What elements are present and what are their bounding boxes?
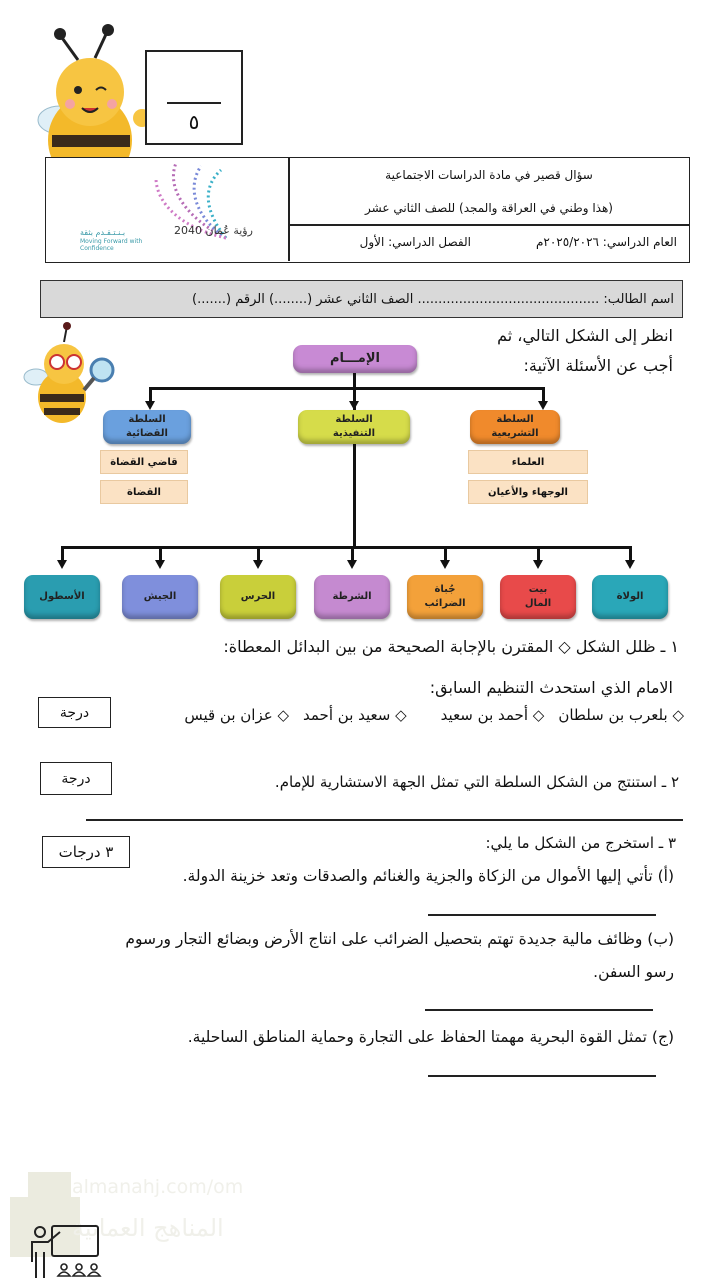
q1-grade-box: درجة [38, 697, 111, 728]
executive-unit: الولاة [592, 575, 668, 619]
arrow-down-icon [155, 560, 165, 569]
school-term: الفصل الدراسي: الأول [359, 235, 471, 249]
q1-options [184, 706, 684, 724]
intro-line-1: انظر إلى الشكل التالي، ثم [497, 326, 673, 345]
judicial-member: قاضي القضاة [100, 450, 188, 474]
q1-prompt: الامام الذي استحدث التنظيم السابق: [429, 678, 673, 697]
logo-tagline-ar: بـنـتـقـدم بثقة [80, 228, 126, 237]
arrow-down-icon [349, 401, 359, 410]
arrow-down-icon [347, 560, 357, 569]
branch-executive: السلطة التنفيذية [298, 410, 410, 444]
arrow-down-icon [533, 560, 543, 569]
q3-part-a: (أ) تأتي إليها الأموال من الزكاة والجزية والغنائم والصدقات وتعد خزينة الدولة. [182, 867, 674, 885]
org-root-imam: الإمـــام [293, 345, 417, 373]
executive-unit: الشرطة [314, 575, 390, 619]
diamond-radio-icon[interactable]: ◇ [672, 706, 684, 724]
q3a-answer-line[interactable] [428, 914, 656, 916]
header-table [45, 157, 690, 263]
connector-line [61, 546, 632, 549]
school-year: العام الدراسي: ٢٠٢٥/٢٠٢٦م [535, 235, 677, 249]
executive-unit: الأسطول [24, 575, 100, 619]
diamond-radio-icon[interactable]: ◇ [277, 706, 290, 724]
logo-area [46, 158, 288, 261]
diamond-radio-icon[interactable]: ◇ [532, 706, 545, 724]
q3b-answer-line[interactable] [425, 1009, 653, 1011]
logo-text: رؤية عُمان 2040 [174, 224, 253, 237]
q3-text: ٣ ـ استخرج من الشكل ما يلي: [485, 834, 676, 852]
divider [289, 224, 689, 226]
branch-judicial: السلطة القضائية [103, 410, 191, 444]
q3-part-b-line1: (ب) وظائف مالية جديدة تهتم بتحصيل الضرائب على انتاج الأرض وبضائع التجار ورسوم [125, 930, 674, 948]
q2-text: ٢ ـ استنتج من الشكل السلطة التي تمثل الجهة الاستشارية للإمام. [274, 773, 679, 791]
arrow-down-icon [625, 560, 635, 569]
header-title-1: سؤال قصير في مادة الدراسات الاجتماعية [385, 168, 593, 182]
watermark [10, 1172, 250, 1277]
q1-instruction: ١ ـ ظلل الشكل ◇ المقترن بالإجابة الصحيحة من بين البدائل المعطاة: [223, 637, 679, 656]
header-title-2: (هذا وطني في العراقة والمجد) للصف الثاني عشر [365, 201, 613, 215]
student-info-text: اسم الطالب: ............................................ الصف الثاني عشر (........) الرقم (.......) [192, 291, 674, 307]
branch-legislative: السلطة التشريعية [470, 410, 560, 444]
q2-answer-line[interactable] [86, 819, 683, 821]
q3-part-c: (ج) تمثل القوة البحرية مهمتا الحفاظ على التجارة وحماية المناطق الساحلية. [187, 1028, 674, 1046]
student-info-bar[interactable] [40, 280, 683, 318]
judicial-member: القضاة [100, 480, 188, 504]
q3c-answer-line[interactable] [428, 1075, 656, 1077]
arrow-down-icon [538, 401, 548, 410]
legislative-member: الوجهاء والأعيان [468, 480, 588, 504]
arrow-down-icon [253, 560, 263, 569]
logo-tagline-en: Moving Forward with Confidence [80, 238, 143, 253]
arrow-down-icon [440, 560, 450, 569]
watermark-name: المناهج العمانية [72, 1214, 224, 1242]
option-2[interactable]: ◇ أحمد بن سعيد [440, 706, 545, 724]
q3-part-b-line2: رسو السفن. [593, 963, 674, 981]
option-4[interactable]: ◇ عزان بن قيس [184, 706, 290, 724]
teacher-icon [24, 1222, 104, 1280]
arrow-down-icon [57, 560, 67, 569]
bee-magnifier-icon [22, 322, 117, 427]
executive-unit: الحرس [220, 575, 296, 619]
watermark-url: almanahj.com/om [72, 1176, 244, 1198]
executive-unit: جُباة الضرائب [407, 575, 483, 619]
executive-unit: بيت المال [500, 575, 576, 619]
connector-line [353, 444, 356, 549]
intro-line-2: أجب عن الأسئلة الآتية: [523, 356, 673, 375]
option-1[interactable]: ◇ بلعرب بن سلطان [558, 706, 684, 724]
q3-grade-box: ٣ درجات [42, 836, 130, 868]
score-box [145, 50, 243, 145]
diamond-radio-icon[interactable]: ◇ [395, 706, 407, 724]
arrow-down-icon [145, 401, 155, 410]
score-max: ٥ [188, 110, 200, 134]
connector-line [150, 387, 545, 390]
executive-unit: الجيش [122, 575, 198, 619]
legislative-member: العلماء [468, 450, 588, 474]
q2-grade-box: درجة [40, 762, 112, 795]
option-3[interactable]: ◇ سعيد بن أحمد [303, 706, 407, 724]
score-line [167, 102, 221, 104]
